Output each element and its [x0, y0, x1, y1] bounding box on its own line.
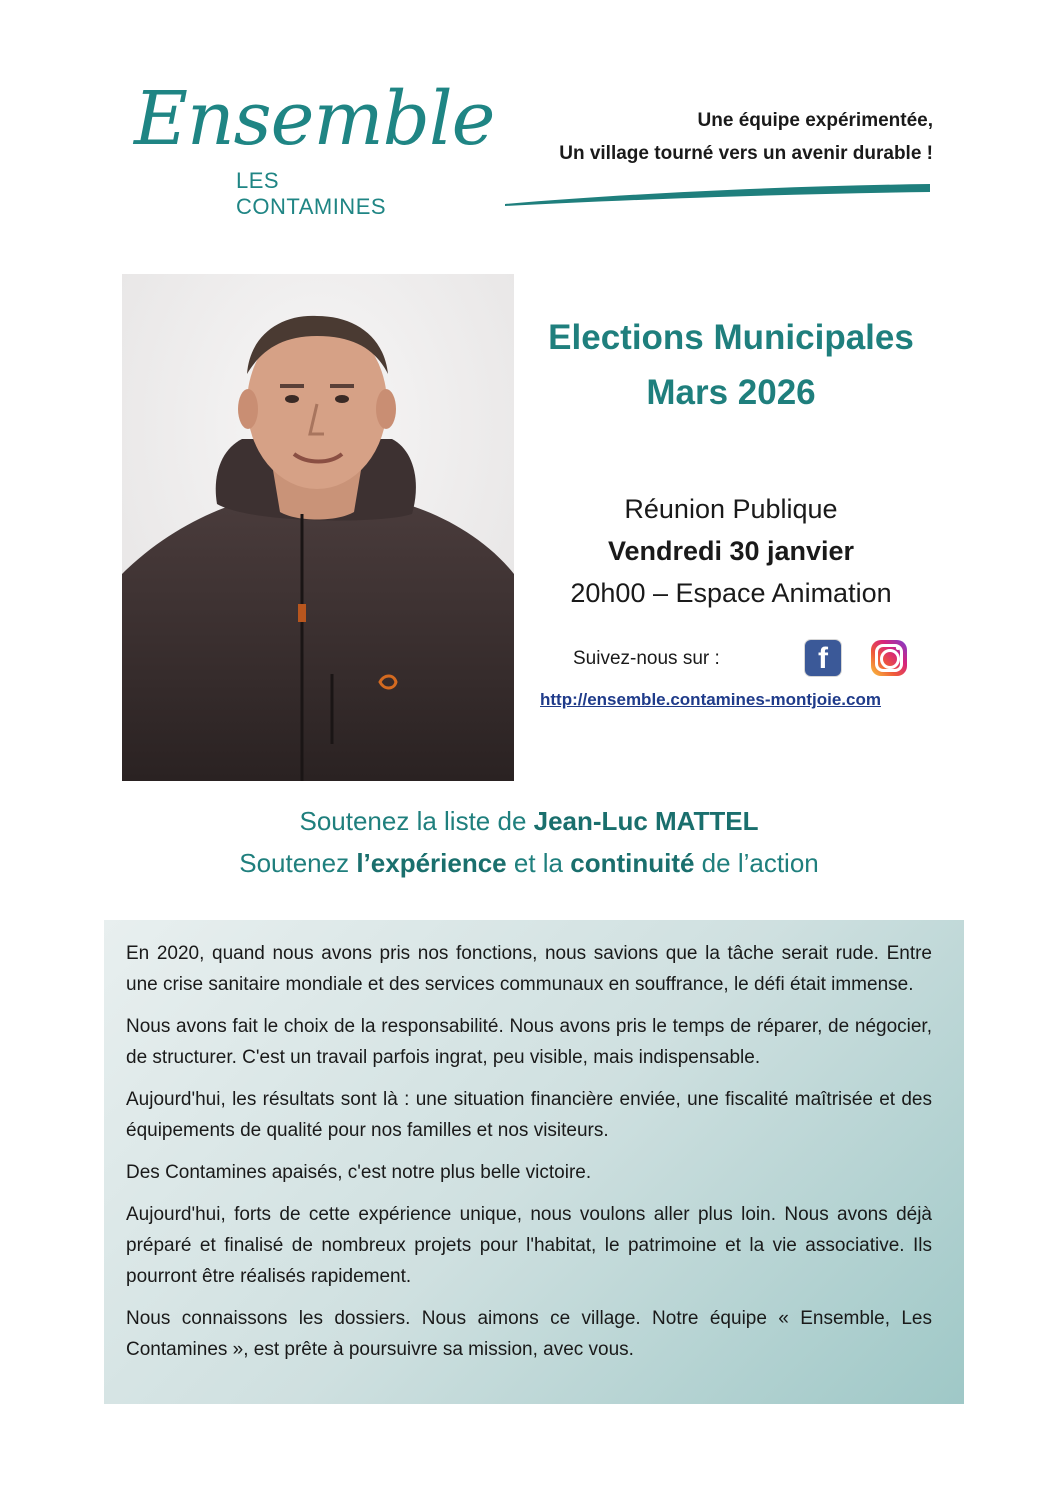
- website-link[interactable]: http://ensemble.contamines-montjoie.com: [540, 690, 881, 709]
- candidate-name: Jean-Luc MATTEL: [533, 806, 759, 836]
- logo-script: Ensemble: [134, 76, 495, 162]
- facebook-icon[interactable]: f: [805, 640, 841, 676]
- support-line-2-a: Soutenez: [239, 848, 357, 878]
- tagline-line-1: Une équipe expérimentée,: [697, 110, 933, 131]
- meeting-time-place: 20h00 – Espace Animation: [570, 578, 892, 608]
- support-line-2-c: et la: [506, 848, 571, 878]
- support-line-2-d: continuité: [570, 848, 695, 878]
- meeting-date: Vendredi 30 janvier: [607, 536, 855, 566]
- meeting-title: Réunion Publique: [624, 494, 838, 524]
- paragraph: Des Contamines apaisés, c'est notre plus belle victoire.: [126, 1162, 592, 1183]
- body-text-box: [104, 920, 964, 1404]
- paragraph: En 2020, quand nous avons pris nos fonctions, nous savions que la tâche serait rude. Entre une crise sanitaire mondiale et des services communaux en souffrance, le défi était immense.: [126, 943, 932, 995]
- support-block: [0, 800, 1058, 884]
- instagram-icon[interactable]: [871, 640, 907, 676]
- candidate-photo: [122, 274, 514, 781]
- meeting-info: [514, 488, 948, 614]
- elections-title: [514, 310, 948, 420]
- paragraph: Aujourd'hui, forts de cette expérience unique, nous voulons aller plus loin. Nous avons déjà préparé et finalisé de nombreux projets pour l'habitat, le patrimoine et la vie associative. Ils pourront être réalisés rapidement.: [126, 1204, 932, 1287]
- follow-label: Suivez-nous sur :: [573, 648, 720, 669]
- support-line-2-e: de l’action: [694, 848, 819, 878]
- tagline-line-2: Un village tourné vers un avenir durable !: [559, 143, 933, 164]
- paragraph: Aujourd'hui, les résultats sont là : une situation financière enviée, une fiscalité maîtrisée et des équipements de qualité pour nos familles et nos visiteurs.: [126, 1089, 932, 1141]
- paragraph: Nous avons fait le choix de la responsabilité. Nous avons pris le temps de réparer, de négocier, de structurer. C'est un travail parfois ingrat, peu visible, mais indispensable.: [126, 1016, 932, 1068]
- logo-subtitle: LES CONTAMINES: [236, 168, 387, 219]
- support-line-1: [0, 800, 1058, 842]
- support-line-2-b: l’expérience: [356, 848, 507, 878]
- elections-line-1: Elections Municipales: [548, 318, 914, 357]
- tagline: [559, 104, 933, 170]
- paragraph: Nous connaissons les dossiers. Nous aimons ce village. Notre équipe « Ensemble, Les Contamines », est prête à poursuivre sa mission, avec vous.: [126, 1308, 932, 1360]
- support-line-2: [0, 842, 1058, 884]
- elections-line-2: Mars 2026: [646, 373, 816, 412]
- logo: [134, 76, 495, 219]
- support-line-1-prefix: Soutenez la liste de: [299, 806, 534, 836]
- tagline-brush-stroke: [500, 178, 935, 210]
